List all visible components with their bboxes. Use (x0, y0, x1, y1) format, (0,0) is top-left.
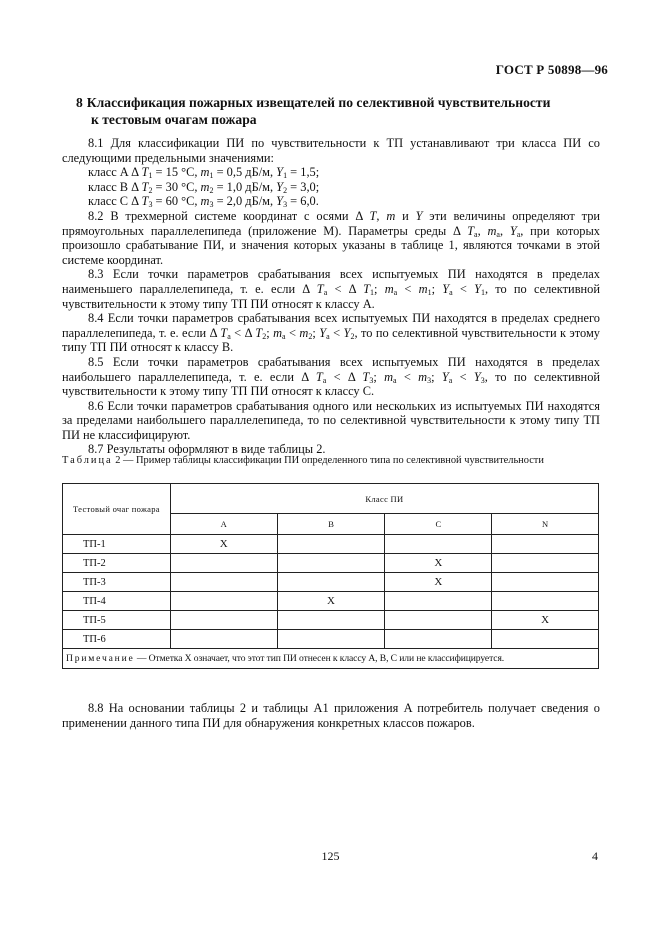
table-cell: X (277, 592, 385, 611)
table-row (63, 535, 599, 554)
paragraph-8-2: 8.2 В трехмерной системе координат с осями Δ T, m и Y эти величины определяют три прямоугольных параллелепипеда (приложение М). Параметры среды Δ $T_a$, $m_a$, $Y_a$, при которых произошло срабатывание ПИ, и значения которых указаны в таблице 1, являются точками в этой системе координат. (62, 208, 601, 267)
paragraph-8-4: 8.4 Если точки параметров срабатывания всех испытуемых ПИ находятся в пределах среднего параллелепипеда, т. е. если Δ $T_a < \Delta$ $T_2$; $m_a < m_2$; $Y_a < Y_2$, то по селективной чувствительности к этому типу ТП ПИ относят к классу B. (62, 311, 600, 355)
table-cell (277, 535, 385, 554)
classification-table (62, 483, 599, 669)
table-header-class: Класс ПИ (170, 484, 598, 514)
row-label: ТП-6 (63, 630, 171, 649)
paragraph-8-7: 8.7 Результаты оформляют в виде таблицы 2. (88, 442, 326, 457)
table-row (63, 592, 599, 611)
section-title (76, 94, 616, 128)
paragraph-8-8: 8.8 На основании таблицы 2 и таблицы A1 приложения A потребитель получает сведения о применении данного типа ПИ для обнаружения конкретных классов пожаров. (62, 701, 600, 730)
table-cell (385, 611, 492, 630)
table-cell (277, 554, 385, 573)
table-row (63, 554, 599, 573)
table-cell (492, 630, 599, 649)
table-cell: X (492, 611, 599, 630)
column-header-b: B (277, 514, 385, 535)
row-label: ТП-1 (63, 535, 171, 554)
class-c-limits: класс C Δ $T_3 = 60$ °C, $m_3 = 2,0$ дБ/м, $Y_3 = 6,0$. (88, 194, 319, 210)
table-cell: X (170, 535, 277, 554)
paragraph-8-1: 8.1 Для классификации ПИ по чувствительности к ТП устанавливают три класса ПИ со следующими предельными значениями: (62, 136, 600, 165)
class-b-limits: класс B Δ $T_2 = 30$ °C, $m_2 = 1,0$ дБ/м, $Y_2 = 3,0$; (88, 179, 320, 195)
table-cell: X (385, 554, 492, 573)
table-row (63, 611, 599, 630)
table-cell (277, 630, 385, 649)
page-number: 125 (321, 849, 340, 863)
table-header-fire: Тестовый очаг пожара (63, 484, 171, 535)
row-label: ТП-5 (63, 611, 171, 630)
section-number: 8 (76, 95, 83, 110)
standard-number: ГОСТ Р 50898—96 (495, 62, 608, 77)
table-row (63, 630, 599, 649)
table-row (63, 573, 599, 592)
row-label: ТП-2 (63, 554, 171, 573)
class-list (62, 165, 600, 209)
section-body (62, 136, 600, 457)
column-header-n: N (492, 514, 599, 535)
section-title-line1: Классификация пожарных извещателей по селективной чувствительности (86, 95, 551, 110)
table-cell (385, 535, 492, 554)
table-cell (385, 592, 492, 611)
column-header-c: C (385, 514, 492, 535)
section-title-line2: к тестовым очагам пожара (91, 112, 257, 127)
sheet-number: 4 (592, 849, 598, 863)
table-cell: X (385, 573, 492, 592)
table-cell (170, 611, 277, 630)
table-cell (277, 573, 385, 592)
table-cell (492, 535, 599, 554)
table-cell (492, 554, 599, 573)
paragraph-8-8-wrap (62, 701, 600, 730)
table-caption: Таблица 2 — Пример таблицы классификации ПИ определенного типа по селективной чувствительности (62, 455, 544, 466)
row-label: ТП-3 (63, 573, 171, 592)
column-header-a: A (170, 514, 277, 535)
row-label: ТП-4 (63, 592, 171, 611)
paragraph-8-3: 8.3 Если точки параметров срабатывания всех испытуемых ПИ находятся в пределах наименьшего параллелепипеда, т. е. если Δ $T_a < \Delta$ $T_1$; $m_a < m_1$; $Y_a < Y_1$, то по селективной чувствительности к этому типу ТП ПИ относят к классу А. (62, 267, 600, 311)
table-cell (492, 573, 599, 592)
table-cell (277, 611, 385, 630)
table-cell (492, 592, 599, 611)
paragraph-8-6: 8.6 Если точки параметров срабатывания одного или нескольких из испытуемых ПИ находятся за пределами наибольшего параллелепипеда, то по селективной чувствительности к этому типу ТП ПИ не классифицируют. (62, 398, 600, 442)
table-cell (170, 554, 277, 573)
paragraph-8-5: 8.5 Если точки параметров срабатывания всех испытуемых ПИ находятся в пределах наибольшего параллелепипеда, т. е. если Δ $T_a < \Delta$ $T_3$; $m_a < m_3$; $Y_a < Y_3$, то по селективной чувствительности к этому типу ТП ПИ относят к классу C. (62, 354, 601, 399)
table-note: Примечание — Отметка X означает, что этот тип ПИ отнесен к классу A, B, C или не классифицируется. (63, 649, 599, 669)
class-a-limits: класс A Δ $T_1 = 15$ °C, $m_1 = 0,5$ дБ/м, $Y_1 = 1,5$; (88, 165, 320, 181)
table-cell (385, 630, 492, 649)
table-cell (170, 630, 277, 649)
table-cell (170, 592, 277, 611)
table-cell (170, 573, 277, 592)
